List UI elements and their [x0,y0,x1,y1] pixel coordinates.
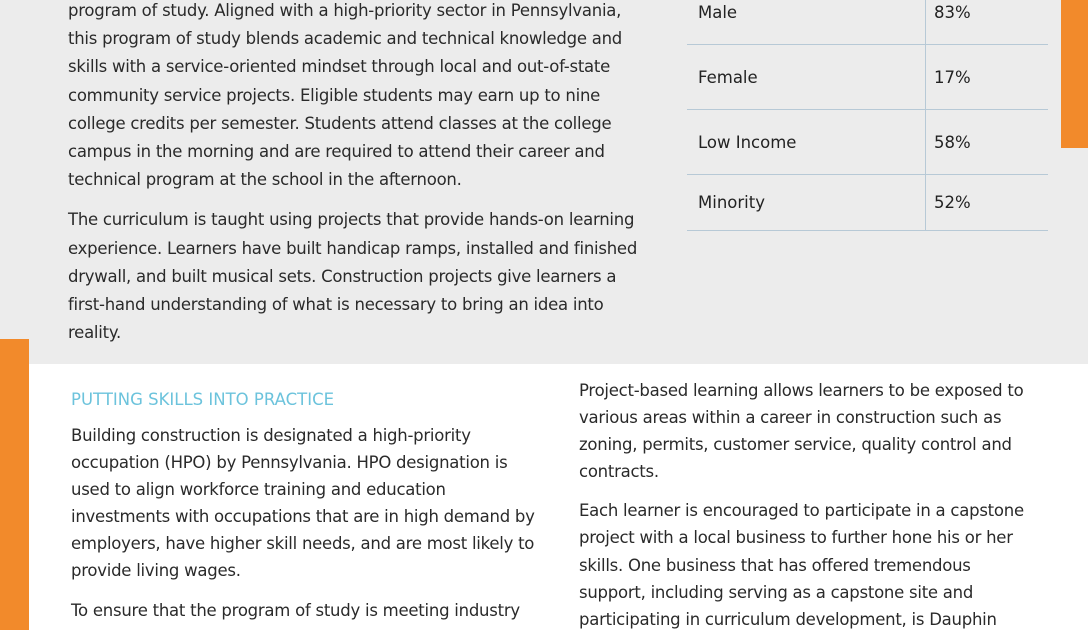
demographic-value: 58% [926,110,1049,175]
body-paragraph: To ensure that the program of study is meeting industry [71,600,520,620]
demographic-label: Low Income [687,110,926,175]
program-description [68,0,640,347]
demographic-label: Minority [687,175,926,231]
right-accent-bar [1061,0,1088,148]
table-row [687,0,1048,45]
description-paragraph: The curriculum is taught using projects that provide hands-on learning experience. Learners have built handicap ramps, installed and finished drywall, and built musical sets. Construction projects give learners a first-hand understanding of what is necessary to bring an idea into reality. [68,210,638,343]
demographic-label: Female [687,45,926,110]
body-paragraph: Project-based learning allows learners to be exposed to various areas within a career in construction such as zoning, permits, customer service, quality control and contracts. [579,381,1024,482]
demographic-value: 17% [926,45,1049,110]
demographic-value: 83% [926,0,1049,45]
demographics-table [687,0,1048,231]
demographic-label: Male [687,0,926,45]
table-row [687,175,1048,231]
description-paragraph: program of study. Aligned with a high-priority sector in Pennsylvania, this program of study blends academic and technical knowledge and skills with a service-oriented mindset through local and out-of-state community service projects. Eligible students may earn up to nine college credits per semester. Students attend classes at the college campus in the morning and are required to attend their career and technical program at the school in the afternoon. [68,1,623,190]
body-paragraph: Building construction is designated a high-priority occupation (HPO) by Pennsylvania. HPO designation is used to align workforce training and education investments with occupations that are in high demand by employers, have higher skill needs, and are most likely to provide living wages. [71,426,535,581]
table-row [687,45,1048,110]
left-accent-bar [0,339,29,630]
section-heading: PUTTING SKILLS INTO PRACTICE [71,390,335,409]
practice-left-column [71,388,541,624]
body-paragraph: Each learner is encouraged to participate in a capstone project with a local business to further hone his or her skills. One business that has offered tremendous support, including serving as a capstone site and participating in curriculum development, is Dauphin [579,501,1024,629]
table-row [687,110,1048,175]
practice-right-column [579,377,1029,633]
demographic-value: 52% [926,175,1049,231]
